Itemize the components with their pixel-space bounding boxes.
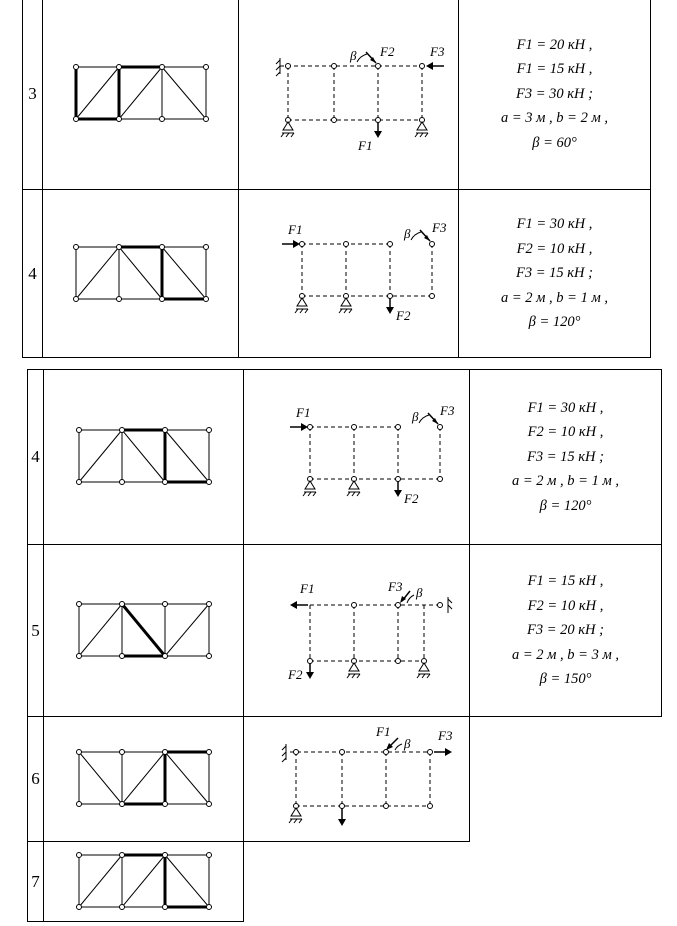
angle-beta-label: β [349, 48, 356, 63]
loading-scheme-cell [244, 370, 470, 545]
loading-scheme-cell [239, 0, 459, 190]
table-row [28, 717, 662, 842]
table-row [28, 370, 662, 545]
table-row [28, 842, 662, 922]
param-line: F3 = 20 кН ; [527, 622, 604, 639]
param-line: F1 = 15 кН , [516, 61, 593, 78]
empty-cell [470, 842, 662, 922]
force-label: F1 [295, 405, 310, 420]
loading-scheme [262, 397, 452, 517]
task-table-upper [22, 0, 651, 358]
truss-diagram [74, 426, 214, 488]
table-row [28, 545, 662, 717]
force-label: F3 [439, 403, 454, 418]
param-line: β = 150° [539, 671, 592, 688]
param-line: F3 = 15 кН ; [527, 448, 604, 465]
param-line: F3 = 30 кН ; [516, 85, 593, 102]
loading-scheme [254, 214, 444, 334]
force-label: F2 [395, 307, 410, 323]
loading-scheme-cell [244, 545, 470, 717]
force-label: F2 [403, 491, 418, 506]
param-line: F2 = 10 кН , [527, 424, 604, 441]
task-table-lower [27, 369, 662, 922]
truss-diagram-cell [44, 842, 244, 922]
variant-number: 3 [23, 0, 43, 190]
loading-scheme-cell [239, 190, 459, 358]
param-line: a = 2 м , b = 3 м , [512, 646, 619, 663]
param-line: F1 = 15 кН , [527, 573, 604, 590]
empty-cell [244, 842, 470, 922]
truss-diagram [71, 63, 211, 125]
force-label: F1 [375, 724, 390, 739]
angle-beta-label: β [415, 584, 422, 600]
param-line: a = 2 м , b = 1 м , [501, 289, 608, 306]
truss-diagram [74, 748, 214, 810]
force-label: F2 [287, 666, 302, 682]
variant-number: 6 [28, 717, 44, 842]
parameters-cell [470, 370, 662, 545]
param-line: F3 = 15 кН ; [516, 265, 593, 282]
table-row [23, 190, 651, 358]
truss-diagram [74, 600, 214, 662]
param-line: β = 60° [532, 134, 577, 151]
variant-number: 7 [28, 842, 44, 922]
parameters-cell [459, 0, 651, 190]
param-line: F2 = 10 кН , [527, 597, 604, 614]
force-label: F2 [379, 44, 394, 59]
param-line: a = 2 м , b = 1 м , [512, 473, 619, 490]
loading-scheme-cell [244, 717, 470, 842]
loading-scheme [262, 571, 452, 691]
parameters-cell [459, 190, 651, 358]
force-label: F3 [429, 44, 444, 59]
empty-cell [470, 717, 662, 842]
table-row [23, 0, 651, 190]
param-line: F2 = 10 кН , [516, 240, 593, 257]
param-line: β = 120° [528, 314, 581, 331]
truss-diagram-cell [44, 370, 244, 545]
loading-scheme [254, 34, 444, 154]
truss-diagram-cell [44, 717, 244, 842]
variant-number: 4 [28, 370, 44, 545]
loading-scheme [262, 724, 452, 834]
angle-beta-label: β [403, 736, 410, 751]
param-line: a = 3 м , b = 2 м , [501, 110, 608, 127]
angle-beta-label: β [411, 409, 418, 424]
force-label: F1 [287, 221, 302, 237]
force-label: F1 [357, 138, 372, 153]
truss-diagram [71, 243, 211, 305]
angle-beta-label: β [403, 225, 410, 241]
param-line: F1 = 20 кН , [516, 36, 593, 53]
force-label: F1 [299, 580, 314, 596]
param-line: β = 120° [539, 497, 592, 514]
force-label: F3 [387, 578, 402, 594]
param-line: F1 = 30 кН , [516, 216, 593, 233]
force-label: F3 [431, 219, 446, 235]
truss-diagram [74, 851, 214, 913]
param-line: F1 = 30 кН , [527, 399, 604, 416]
variant-number: 4 [23, 190, 43, 358]
truss-diagram-cell [43, 190, 239, 358]
truss-diagram-cell [43, 0, 239, 190]
truss-diagram-cell [44, 545, 244, 717]
parameters-cell [470, 545, 662, 717]
variant-number: 5 [28, 545, 44, 717]
force-label: F3 [437, 728, 452, 743]
